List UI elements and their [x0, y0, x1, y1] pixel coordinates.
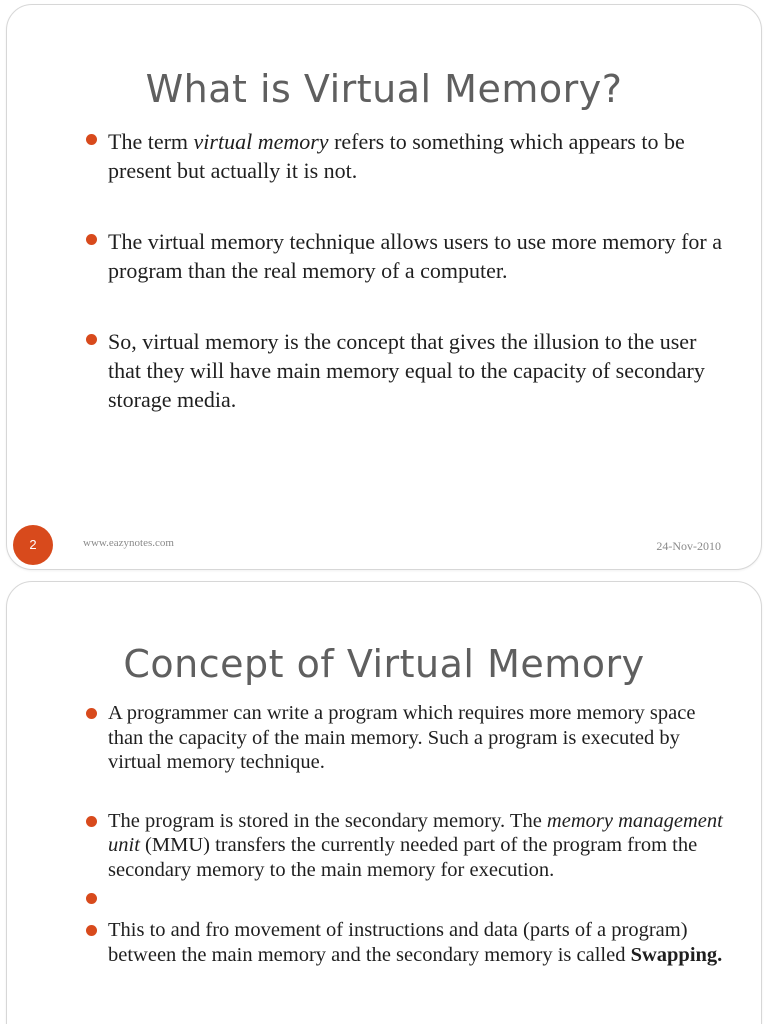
- bullet-dot-icon: [86, 893, 97, 904]
- bullet-dot-icon: [86, 816, 97, 827]
- bullet-text-segment: Swapping.: [630, 943, 723, 966]
- footer-date: 24-Nov-2010: [656, 539, 721, 553]
- bullet-text: [108, 919, 722, 966]
- bullet-item: [84, 918, 731, 967]
- slide-number-badge: 2: [13, 525, 53, 565]
- bullet-text: [108, 329, 705, 412]
- bullet-dot-icon: [86, 708, 97, 719]
- bullet-item: [84, 327, 731, 414]
- slide-concept-of-virtual-memory: [6, 581, 762, 1024]
- bullet-text-segment: So, virtual memory is the concept that gives the illusion to the user that they will have main memory equal to the capacity of secondary storage media.: [108, 329, 705, 412]
- slide-title: What is Virtual Memory?: [145, 67, 623, 111]
- slide-title: Concept of Virtual Memory: [123, 642, 645, 686]
- bullet-dot-icon: [86, 334, 97, 345]
- bullet-text-segment: A programmer can write a program which requires more memory space than the capacity of the main memory. Such a program is executed by virtual memory technique.: [108, 702, 696, 773]
- bullet-dot-icon: [86, 134, 97, 145]
- bullet-text: [108, 129, 685, 183]
- bullet-text-segment: The term: [108, 129, 194, 154]
- bullet-list: [84, 127, 731, 456]
- footer-url: www.eazynotes.com: [83, 537, 174, 549]
- bullet-item: [84, 127, 731, 185]
- bullet-item-empty: [84, 886, 731, 910]
- bullet-text-segment: The program is stored in the secondary memory. The: [108, 809, 547, 832]
- bullet-text: [108, 810, 723, 881]
- bullet-text-segment: refers to something which appears to be present but actually it is not.: [108, 129, 685, 183]
- bullet-text-segment: (MMU) transfers the currently needed part of the program from the secondary memory to the main memory for execution.: [108, 834, 698, 881]
- bullet-text-segment: This to and fro movement of instructions and data (parts of a program) between the main memory and the secondary memory is called: [108, 919, 688, 966]
- bullet-dot-icon: [86, 925, 97, 936]
- slide-what-is-virtual-memory: [6, 4, 762, 570]
- bullet-text-segment: The virtual memory technique allows users to use more memory for a program than the real memory of a computer.: [108, 229, 722, 283]
- bullet-text: [108, 702, 695, 773]
- bullet-text-segment: memory management unit: [108, 809, 723, 856]
- bullet-dot-icon: [86, 234, 97, 245]
- bullet-item: [84, 701, 731, 775]
- bullet-item: [84, 227, 731, 285]
- bullet-list: [84, 701, 731, 967]
- bullet-text-segment: virtual memory: [193, 129, 329, 154]
- bullet-text: [108, 229, 722, 283]
- bullet-item: [84, 809, 731, 883]
